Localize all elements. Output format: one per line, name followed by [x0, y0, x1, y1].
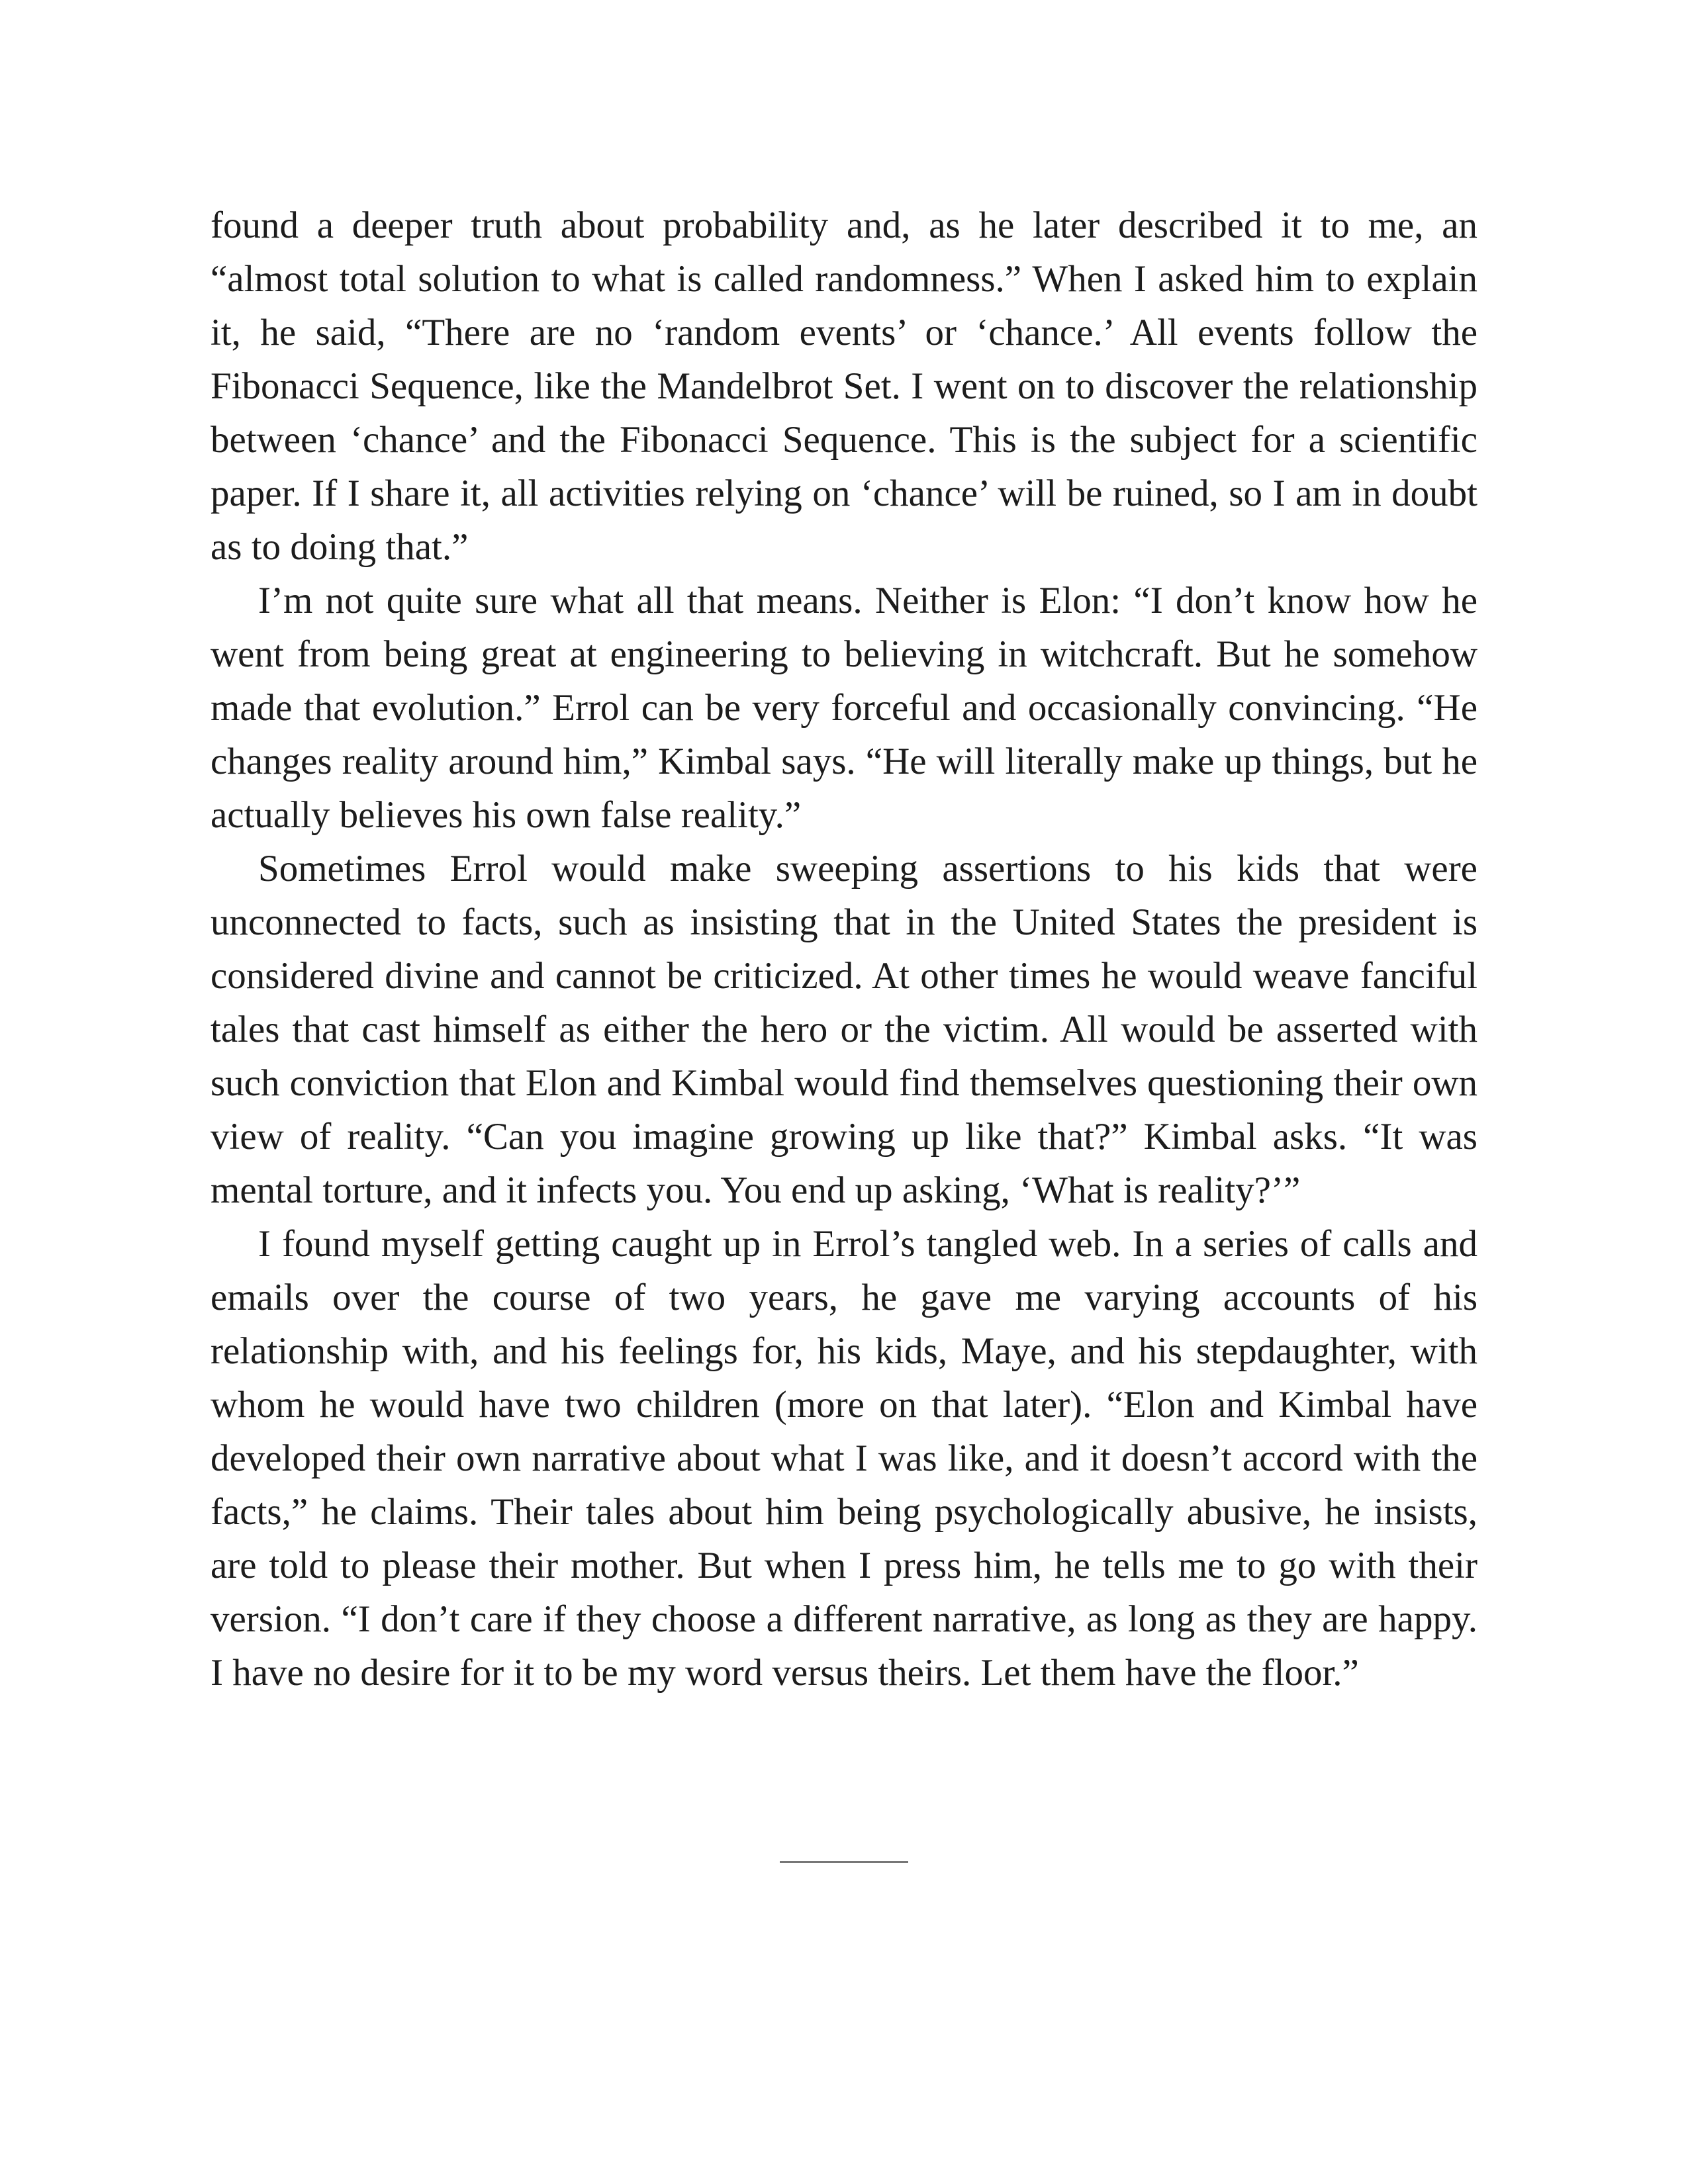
paragraph: I found myself getting caught up in Errol’s tangled web. In a series of calls and emails over the course of two years, he gave me varying accounts of his relationship with, and his feelings for, his kids, Maye, and his stepdaughter, with whom he would have two children (more on that later). “Elon and Kimbal have developed their own narrative about what I was like, and it doesn’t accord with the facts,” he claims. Their tales about him being psychologically abusive, he insists, are told to please their mother. But when I press him, he tells me to go with their version. “I don’t care if they choose a different narrative, as long as they are happy. I have no desire for it to be my word versus theirs. Let them have the floor.”: [211, 1223, 1477, 1694]
paragraph-continued: found a deeper truth about probability and, as he later described it to me, an “almost total solution to what is called randomness.” When I asked him to explain it, he said, “There are no ‘random events’ or ‘chance.’ All events follow the Fibonacci Sequence, like the Mandelbrot Set. I went on to discover the relationship between ‘chance’ and the Fibonacci Sequence. This is the subject for a scientific paper. If I share it, all activities relying on ‘chance’ will be ruined, so I am in doubt as to doing that.”: [211, 205, 1477, 568]
paragraph: Sometimes Errol would make sweeping assertions to his kids that were unconnected to facts, such as insisting that in the United States the president is considered divine and cannot be criticized. At other times he would weave fanciful tales that cast himself as either the hero or the victim. All would be asserted with such conviction that Elon and Kimbal would find themselves questioning their own view of reality. “Can you imagine growing up like that?” Kimbal asks. “It was mental torture, and it infects you. You end up asking, ‘What is reality?’”: [211, 848, 1477, 1211]
paragraph: I’m not quite sure what all that means. Neither is Elon: “I don’t know how he went from being great at engineering to believing in witchcraft. But he somehow made that evolution.” Errol can be very forceful and occasionally convincing. “He changes reality around him,” Kimbal says. “He will literally make up things, but he actually believes his own false reality.”: [211, 580, 1477, 836]
section-break-rule: [780, 1861, 908, 1863]
book-page-body: [211, 199, 1477, 1700]
